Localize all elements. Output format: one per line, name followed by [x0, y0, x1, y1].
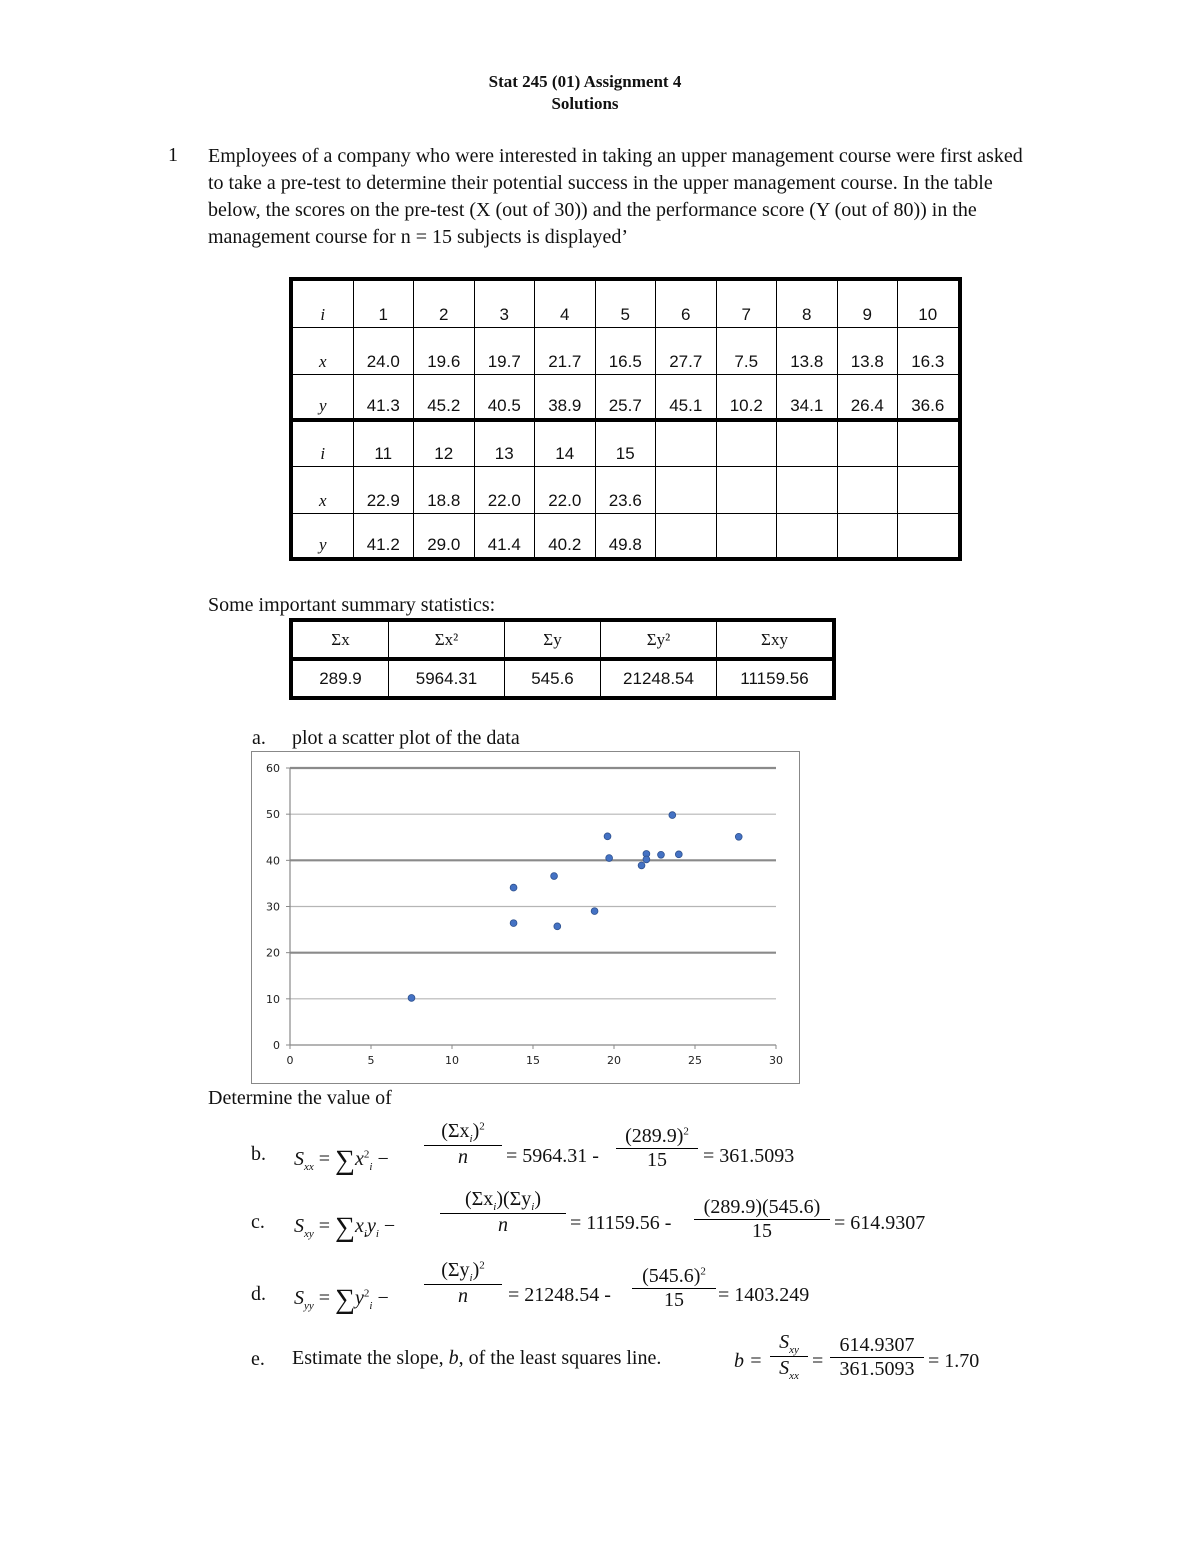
table-cell	[716, 467, 777, 514]
part-d-fraction-2	[632, 1265, 716, 1312]
num2-text: (289.9)	[625, 1125, 684, 1147]
x-tick-label: 30	[769, 1054, 783, 1067]
table-cell: 11	[353, 420, 414, 467]
fraction-denominator	[424, 1146, 502, 1169]
table-cell	[656, 514, 717, 560]
text-before: Estimate the slope,	[292, 1347, 449, 1369]
x-tick-label: 15	[526, 1054, 540, 1067]
table-row	[291, 514, 960, 560]
part-e-result: = 1.70	[928, 1350, 980, 1372]
sum-sup: 2	[363, 1287, 370, 1300]
data-point	[510, 920, 517, 927]
table-cell	[777, 467, 838, 514]
table-cell	[716, 420, 777, 467]
table-cell: 8	[777, 279, 838, 328]
data-point	[669, 812, 676, 819]
table-row	[291, 467, 960, 514]
sum-term-2: y	[366, 1215, 376, 1237]
table-cell: 40.5	[474, 375, 535, 421]
fraction-numerator	[632, 1265, 716, 1289]
summary-value: 289.9	[291, 659, 389, 698]
num-close: )	[534, 1188, 542, 1210]
num-mid: )(Σy	[496, 1188, 532, 1210]
part-c-letter: c.	[251, 1211, 265, 1233]
num-sub: i	[493, 1201, 497, 1213]
sxx-sub: xx	[304, 1161, 314, 1173]
slope-symbol: b	[448, 1347, 459, 1369]
y-tick-label: 10	[266, 992, 280, 1006]
s-den: S	[779, 1357, 790, 1379]
table-cell: 36.6	[898, 375, 960, 421]
summary-header: Σx	[291, 620, 389, 659]
table-cell: 5	[595, 279, 656, 328]
fraction-numerator: 614.9307	[830, 1334, 924, 1358]
data-point	[604, 833, 611, 840]
table-cell: 10.2	[716, 375, 777, 421]
table-cell: 41.4	[474, 514, 535, 560]
table-cell: 27.7	[656, 328, 717, 375]
table-cell: 19.6	[414, 328, 475, 375]
table-cell	[898, 514, 960, 560]
summary-value: 5964.31	[389, 659, 505, 698]
part-a-text: plot a scatter plot of the data	[292, 727, 520, 749]
table-cell	[656, 467, 717, 514]
summary-value: 545.6	[505, 659, 601, 698]
num2-sup: 2	[700, 1265, 706, 1278]
table-cell: 18.8	[414, 467, 475, 514]
y-tick-label: 30	[266, 900, 280, 914]
part-d-letter: d.	[251, 1283, 266, 1305]
problem-statement	[208, 143, 1028, 251]
data-point	[658, 851, 665, 858]
summary-header: Σx²	[389, 620, 505, 659]
y-tick-label: 0	[273, 1039, 280, 1052]
data-point	[551, 873, 558, 880]
summary-value: 21248.54	[601, 659, 717, 698]
table-cell: 19.7	[474, 328, 535, 375]
summary-table	[289, 618, 836, 700]
page-subtitle: Solutions	[551, 94, 619, 113]
problem-number: 1	[168, 144, 178, 166]
num-sub-2: i	[531, 1201, 535, 1213]
summary-value: 11159.56	[717, 659, 835, 698]
table-cell: 10	[898, 279, 960, 328]
x-tick-label: 25	[688, 1054, 702, 1067]
num-close: )	[472, 1259, 480, 1281]
fraction-numerator	[616, 1125, 698, 1149]
table-row	[291, 375, 960, 421]
part-d-fraction	[424, 1259, 502, 1308]
part-c-mid: = 11159.56 -	[570, 1212, 672, 1234]
table-cell	[777, 420, 838, 467]
num-sup: 2	[479, 1259, 485, 1272]
table-row	[291, 420, 960, 467]
table-cell: 7	[716, 279, 777, 328]
table-cell: 7.5	[716, 328, 777, 375]
problem-text: Employees of a company who were interested in taking an upper management course were first asked to take a pre-test to determine their potential success in the upper management course. In the table below, the scores on the pre-test (X (out of 30)) and the performance score (Y (out of 80)) in the management course for n = 15 subjects is displayed’	[208, 145, 1023, 248]
table-row	[291, 279, 960, 328]
part-c-result: = 614.9307	[834, 1212, 926, 1234]
part-a-letter: a.	[252, 727, 266, 749]
data-point	[591, 908, 598, 915]
s-num-sub: xy	[789, 1344, 799, 1356]
data-point	[554, 923, 561, 930]
scatter-chart	[251, 751, 800, 1084]
sum-sub: i	[369, 1161, 373, 1173]
num2-text: (545.6)	[642, 1265, 701, 1287]
row-label-y: y	[291, 514, 353, 560]
num-text: (Σx	[464, 1188, 494, 1210]
part-b-fraction-2	[616, 1125, 698, 1172]
data-point	[638, 862, 645, 869]
data-point	[606, 855, 613, 862]
syy-symbol: $S_{yy} = \sum y^2_i$ −	[294, 1284, 389, 1315]
table-cell: 22.9	[353, 467, 414, 514]
scatter-chart-svg	[252, 752, 798, 1082]
table-cell: 25.7	[595, 375, 656, 421]
table-cell: 2	[414, 279, 475, 328]
part-c-fraction	[440, 1188, 566, 1237]
table-cell: 9	[837, 279, 898, 328]
x-tick-label: 5	[367, 1054, 375, 1067]
table-cell	[716, 514, 777, 560]
table-cell: 26.4	[837, 375, 898, 421]
fraction-denominator	[424, 1285, 502, 1308]
fraction-denominator: 15	[647, 1149, 667, 1171]
table-cell: 49.8	[595, 514, 656, 560]
s-den-sub: xx	[789, 1370, 799, 1382]
sum-term: x	[355, 1215, 364, 1237]
sxy-sub: xy	[304, 1228, 314, 1240]
num-text: (Σy	[441, 1259, 470, 1281]
summary-header-row	[291, 620, 834, 659]
table-cell: 12	[414, 420, 475, 467]
page-title: Stat 245 (01) Assignment 4	[488, 72, 682, 91]
table-cell: 14	[535, 420, 596, 467]
x-tick-label: 10	[445, 1054, 459, 1067]
fraction-denominator	[440, 1214, 566, 1237]
fraction-numerator	[424, 1259, 502, 1285]
table-cell: 45.1	[656, 375, 717, 421]
table-cell: 24.0	[353, 328, 414, 375]
x-tick-label: 0	[286, 1054, 294, 1067]
part-d-mid: = 21248.54 -	[508, 1284, 611, 1306]
fraction-denominator: 15	[664, 1289, 684, 1311]
table-cell: 40.2	[535, 514, 596, 560]
sum-symbol: ∑	[335, 1212, 356, 1243]
table-cell: 16.5	[595, 328, 656, 375]
table-cell	[837, 514, 898, 560]
table-cell: 3	[474, 279, 535, 328]
part-b-result: = 361.5093	[703, 1145, 795, 1167]
part-e-text	[292, 1347, 661, 1370]
sxx-symbol: $S_{xx} = \sum x^2_i$ −	[294, 1145, 389, 1176]
sum-symbol: ∑	[335, 1284, 356, 1315]
num-sup: 2	[479, 1120, 485, 1133]
sxx-s: S	[294, 1148, 304, 1170]
summary-value-row	[291, 659, 834, 698]
fraction-numerator	[770, 1331, 808, 1357]
num2-sup: 2	[683, 1125, 689, 1138]
table-cell: 13.8	[837, 328, 898, 375]
row-label-i: i	[291, 279, 353, 328]
x-tick-label: 20	[607, 1054, 621, 1067]
part-b-letter: b.	[251, 1143, 266, 1165]
sum-sup: 2	[363, 1148, 370, 1161]
num-text: (Σx	[441, 1120, 470, 1142]
text-after: , of the least squares line.	[458, 1347, 662, 1369]
den-text: n	[498, 1214, 508, 1236]
den-text: n	[458, 1146, 468, 1168]
table-cell: 41.2	[353, 514, 414, 560]
num-close: )	[472, 1120, 480, 1142]
part-b-fraction	[424, 1120, 502, 1169]
fraction-numerator: (289.9)(545.6)	[694, 1196, 830, 1220]
fraction-denominator: 15	[752, 1220, 772, 1242]
y-tick-label: 40	[266, 854, 280, 868]
sum-sub: i	[369, 1300, 373, 1312]
row-label-i: i	[291, 420, 353, 467]
sum-symbol: ∑	[335, 1145, 356, 1176]
data-table	[289, 277, 962, 561]
table-cell: 13	[474, 420, 535, 467]
table-row	[291, 328, 960, 375]
table-cell	[777, 514, 838, 560]
sum-term: y	[355, 1287, 364, 1309]
s-num: S	[779, 1331, 790, 1353]
summary-label: Some important summary statistics:	[208, 594, 496, 616]
table-cell: 23.6	[595, 467, 656, 514]
num-sub: i	[469, 1133, 473, 1145]
table-cell: 15	[595, 420, 656, 467]
sum-term: x	[355, 1148, 364, 1170]
data-point	[735, 833, 742, 840]
table-cell	[837, 420, 898, 467]
fraction-denominator: 361.5093	[839, 1358, 915, 1380]
part-e-b: b =	[734, 1350, 763, 1372]
part-d-result: = 1403.249	[718, 1284, 810, 1306]
syy-sub: yy	[304, 1300, 314, 1312]
sum-sub-2: i	[375, 1228, 379, 1240]
table-cell: 34.1	[777, 375, 838, 421]
data-point	[675, 851, 682, 858]
part-c-fraction-2	[694, 1196, 830, 1243]
part-e-letter: e.	[251, 1348, 265, 1370]
table-cell	[898, 467, 960, 514]
summary-header: Σxy	[717, 620, 835, 659]
table-cell: 29.0	[414, 514, 475, 560]
summary-header: Σy	[505, 620, 601, 659]
part-e-eq: =	[812, 1350, 824, 1372]
syy-s: S	[294, 1287, 304, 1309]
fraction-numerator	[440, 1188, 566, 1214]
table-cell	[898, 420, 960, 467]
y-tick-label: 50	[266, 808, 280, 822]
table-cell: 45.2	[414, 375, 475, 421]
den-text: n	[458, 1285, 468, 1307]
table-cell: 22.0	[474, 467, 535, 514]
table-cell: 38.9	[535, 375, 596, 421]
data-point	[643, 856, 650, 863]
part-e-s-fraction	[770, 1331, 808, 1382]
row-label-x: x	[291, 467, 353, 514]
sxy-symbol: $S_{xy} = \sum x_iy_i$ −	[294, 1212, 396, 1243]
table-cell: 21.7	[535, 328, 596, 375]
sxy-s: S	[294, 1215, 304, 1237]
fraction-denominator	[770, 1357, 808, 1382]
y-tick-label: 60	[266, 762, 280, 775]
table-cell: 4	[535, 279, 596, 328]
table-cell: 1	[353, 279, 414, 328]
table-cell: 6	[656, 279, 717, 328]
row-label-y: y	[291, 375, 353, 421]
part-e-fraction	[830, 1334, 924, 1381]
table-cell	[656, 420, 717, 467]
data-point	[408, 995, 415, 1002]
row-label-x: x	[291, 328, 353, 375]
num-sub: i	[469, 1272, 473, 1284]
data-point	[510, 884, 517, 891]
table-cell: 16.3	[898, 328, 960, 375]
determine-label: Determine the value of	[208, 1087, 392, 1109]
fraction-numerator	[424, 1120, 502, 1146]
table-cell: 13.8	[777, 328, 838, 375]
sum-sub: i	[363, 1228, 367, 1240]
y-tick-label: 20	[266, 946, 280, 960]
part-b-mid: = 5964.31 -	[506, 1145, 599, 1167]
table-cell	[837, 467, 898, 514]
table-cell: 41.3	[353, 375, 414, 421]
summary-header: Σy²	[601, 620, 717, 659]
table-cell: 22.0	[535, 467, 596, 514]
